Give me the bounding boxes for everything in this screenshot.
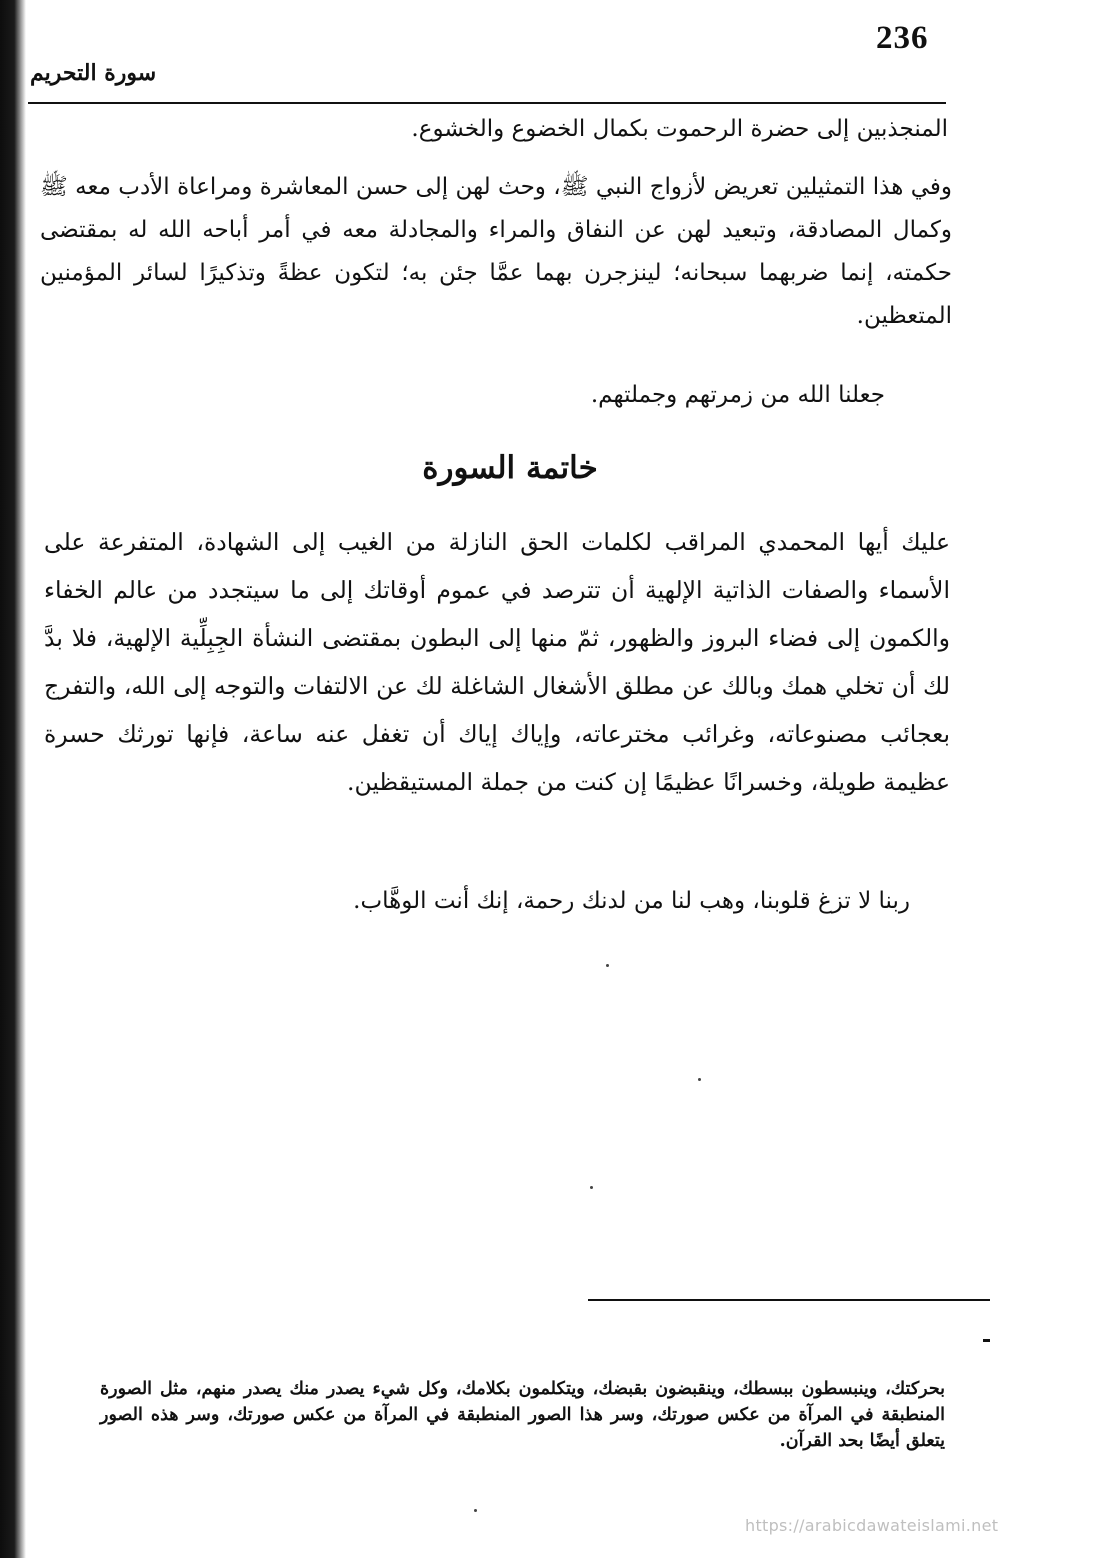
page-number: 236 [876, 20, 929, 56]
paragraph-2: وفي هذا التمثيلين تعريض لأزواج النبي ﷺ، وحث لهن إلى حسن المعاشرة ومراعاة الأدب معه ﷺ وكمال المصادقة، وتبعيد لهن عن النفاق والمراء والمجادلة معه في أمر أباحه الله له بمقتضى حكمته، إنما ضربهما سبحانه؛ لينزجرن بهما عمَّا جئن به؛ لتكون عظةً وتذكيرًا لسائر المؤمنين المتعظين. [40, 174, 952, 329]
watermark-url: https://arabicdawateislami.net [745, 1516, 999, 1535]
paragraph-5: ربنا لا تزغ قلوبنا، وهب لنا من لدنك رحمة، إنك أنت الوهَّاب. [353, 888, 910, 914]
surah-running-header: سورة التحريم [30, 60, 157, 86]
paragraph-4: عليك أيها المحمدي المراقب لكلمات الحق النازلة من الغيب إلى الشهادة، المتفرعة على الأسماء والصفات الذاتية الإلهية أن تترصد في عموم أوقاتك إلى ما سيتجدد من عالم الخفاء والكمون إلى فضاء البروز والظهور، ثمّ منها إلى البطون بمقتضى النشأة الجِبِلِّية الإلهية، فلا بدَّ لك أن تخلي همك وبالك عن مطلق الأشغال الشاغلة لك عن الالتفات والتوجه إلى الله، والتفرج بعجائب مصنوعاته، وغرائب مخترعاته، وإياك إياك أن تغفل عنه ساعة، فإنها تورثك حسرة عظيمة طويلة، وخسرانًا عظيمًا إن كنت من جملة المستيقظين. [44, 528, 950, 796]
header-rule [28, 102, 946, 104]
scan-speck [606, 964, 609, 967]
scan-speck [590, 1186, 593, 1189]
scan-speck [474, 1509, 477, 1512]
section-title: خاتمة السورة [422, 450, 598, 486]
scan-shadow-edge [0, 0, 26, 1558]
paragraph-1: المنجذبين إلى حضرة الرحموت بكمال الخضوع والخشوع. [411, 116, 948, 142]
scan-speck [698, 1078, 701, 1081]
footnote-separator [588, 1299, 990, 1301]
paragraph-3: جعلنا الله من زمرتهم وجملتهم. [590, 382, 885, 408]
footnote-marker [983, 1339, 990, 1342]
footnote-text: بحركتك، وينبسطون ببسطك، وينقبضون بقبضك، ويتكلمون بكلامك، وكل شيء يصدر منك يصدر منهم، مثل الصورة المنطبقة في المرآة من عكس صورتك، وسر هذا الصور المنطبقة في المرآة من عكس صورتك، وسر هذه الصور يتعلق أيضًا بحد القرآن. [100, 1379, 945, 1451]
